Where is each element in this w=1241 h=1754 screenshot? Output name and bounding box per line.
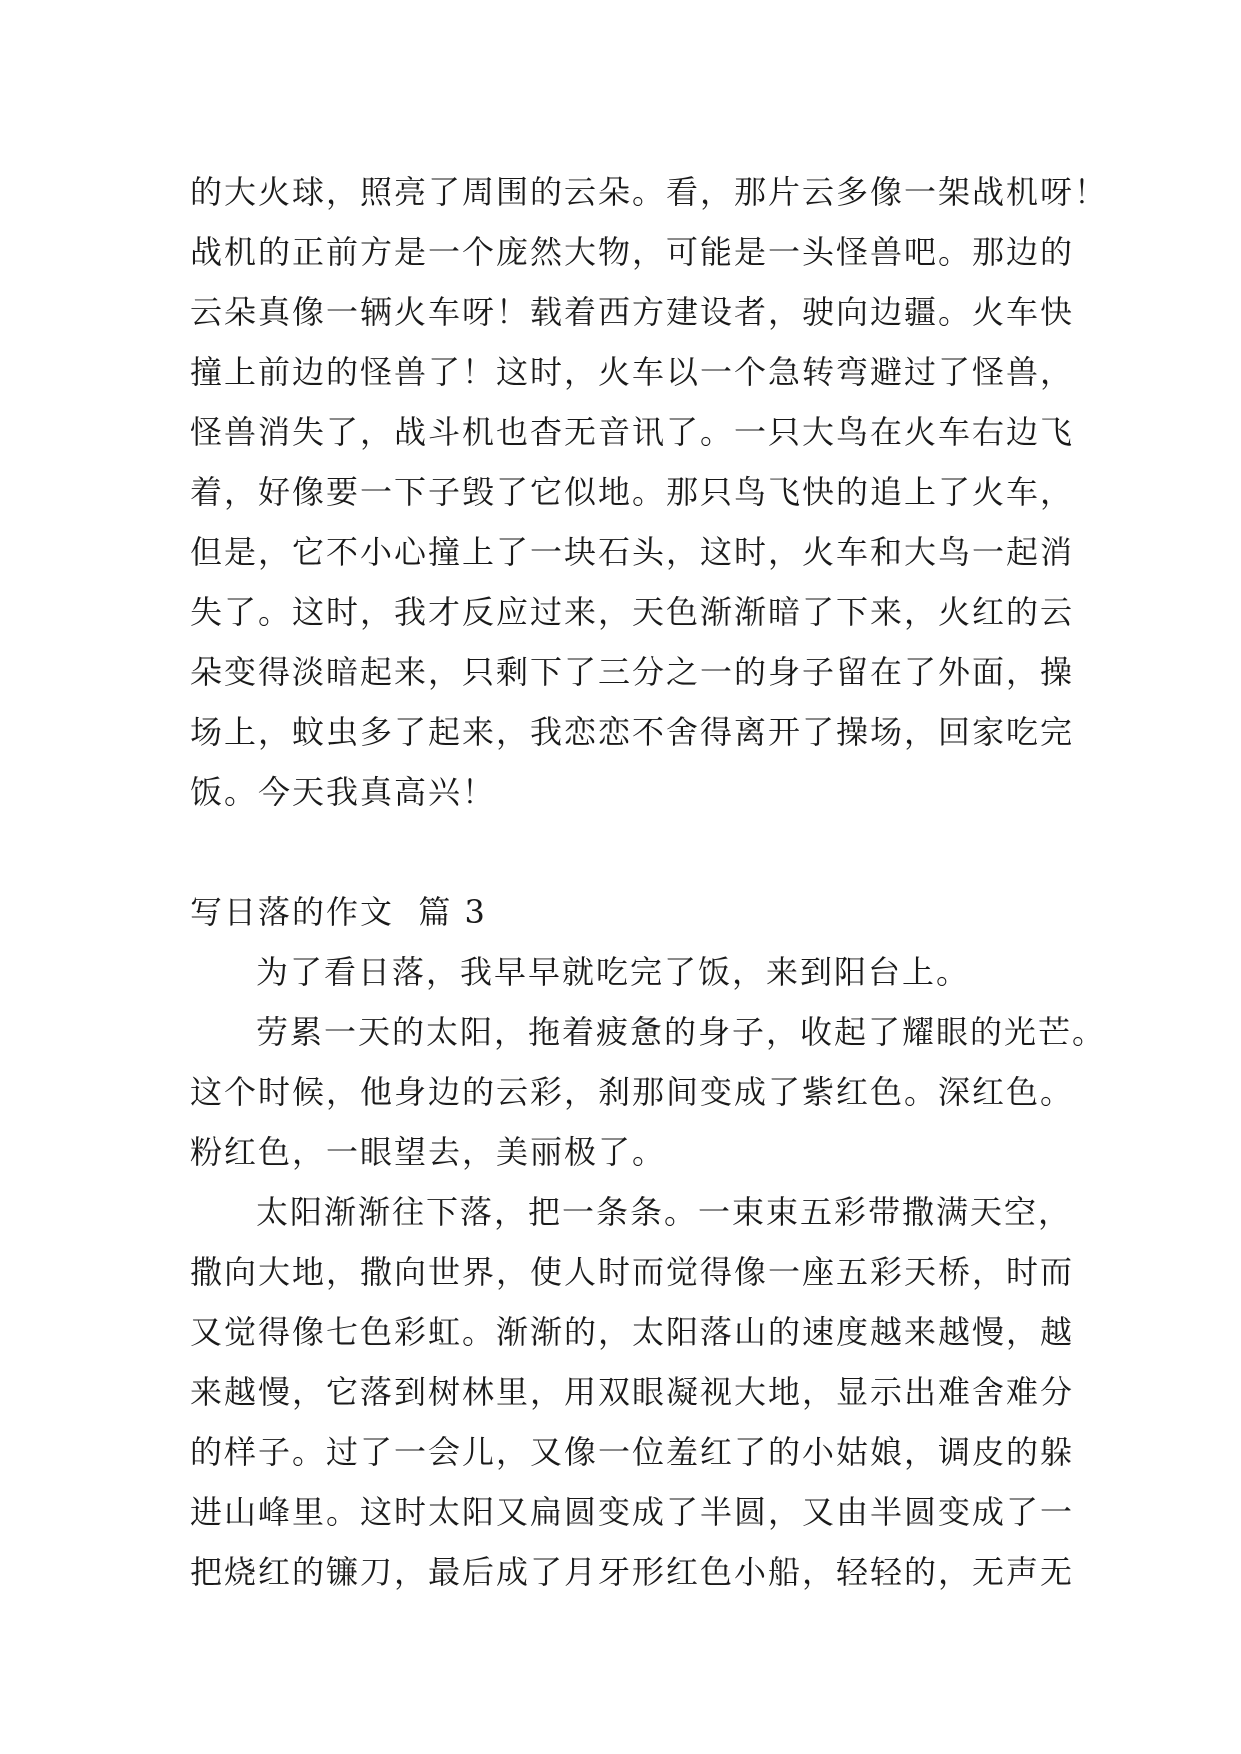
paragraph-3 bbox=[190, 1182, 1075, 1602]
document-body bbox=[190, 162, 1109, 1602]
text-line: 把烧红的镰刀，最后成了月牙形红色小船，轻轻的，无声无 bbox=[190, 1553, 1075, 1591]
text-line: 着，好像要一下子毁了它似地。那只鸟飞快的追上了火车， bbox=[190, 473, 1075, 511]
text-line: 战机的正前方是一个庞然大物，可能是一头怪兽吧。那边的 bbox=[190, 233, 1075, 271]
continuation-paragraph bbox=[190, 162, 1109, 822]
text-line: 的样子。过了一会儿，又像一位羞红了的小姑娘，调皮的躲 bbox=[190, 1433, 1075, 1471]
text-line: 场上，蚊虫多了起来，我恋恋不舍得离开了操场，回家吃完 bbox=[190, 713, 1075, 751]
text-line: 进山峰里。这时太阳又扁圆变成了半圆，又由半圆变成了一 bbox=[190, 1493, 1075, 1531]
text-line: 来越慢，它落到树林里，用双眼凝视大地，显示出难舍难分 bbox=[190, 1373, 1075, 1411]
text-line: 饭。今天我真高兴！ bbox=[190, 773, 497, 811]
text-line: 但是，它不小心撞上了一块石头，这时，火车和大鸟一起消 bbox=[190, 533, 1075, 571]
text-line: 朵变得淡暗起来，只剩下了三分之一的身子留在了外面，操 bbox=[190, 653, 1075, 691]
text-line: 云朵真像一辆火车呀！载着西方建设者，驶向边疆。火车快 bbox=[190, 293, 1075, 331]
text-line: 失了。这时，我才反应过来，天色渐渐暗了下来，火红的云 bbox=[190, 593, 1075, 631]
text-line: 粉红色，一眼望去，美丽极了。 bbox=[190, 1133, 667, 1171]
text-line: 又觉得像七色彩虹。渐渐的，太阳落山的速度越来越慢，越 bbox=[190, 1313, 1075, 1351]
text-line: 的大火球，照亮了周围的云朵。看，那片云多像一架战机呀！ bbox=[190, 173, 1109, 211]
text-line: 怪兽消失了，战斗机也杳无音讯了。一只大鸟在火车右边飞 bbox=[190, 413, 1075, 451]
text-line: 撒向大地，撒向世界，使人时而觉得像一座五彩天桥，时而 bbox=[190, 1253, 1075, 1291]
paragraph-1 bbox=[190, 942, 1070, 1002]
paragraph-2 bbox=[190, 1002, 1107, 1182]
text-line: 撞上前边的怪兽了！这时，火车以一个急转弯避过了怪兽， bbox=[190, 353, 1075, 391]
text-line: 劳累一天的太阳，拖着疲惫的身子，收起了耀眼的光芒。 bbox=[256, 1013, 1107, 1051]
section-title: 写日落的作文 篇 3 bbox=[190, 893, 487, 931]
section-spacer bbox=[190, 822, 1070, 882]
text-line: 这个时候，他身边的云彩，刹那间变成了紫红色。深红色。 bbox=[190, 1073, 1075, 1111]
text-line: 太阳渐渐往下落，把一条条。一束束五彩带撒满天空， bbox=[256, 1193, 1073, 1231]
text-line: 为了看日落，我早早就吃完了饭，来到阳台上。 bbox=[256, 953, 971, 991]
